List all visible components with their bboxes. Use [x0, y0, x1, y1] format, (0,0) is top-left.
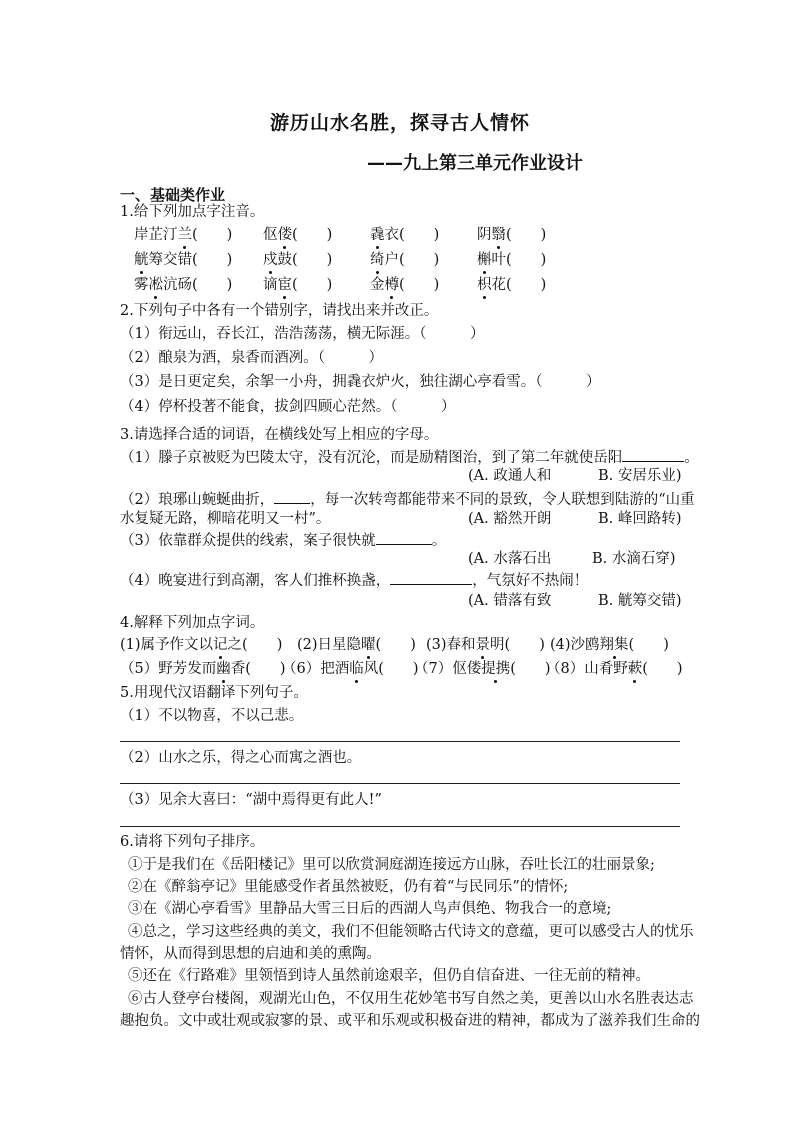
dotted-char: 幽	[216, 661, 231, 677]
dotted-char: 翔集	[599, 637, 629, 653]
answer-line[interactable]	[120, 826, 680, 827]
q5-prompt: 5.用现代汉语翻译下列句子。	[120, 685, 308, 701]
q3-option: B. 峰回路转)	[598, 511, 682, 527]
answer-blank[interactable]	[390, 570, 472, 585]
dotted-char: 绮	[370, 252, 385, 268]
q1-item: 伛偻( )	[263, 227, 333, 243]
q6-line: ③在《湖心亭看雪》里静品大雪三日后的西湖人鸟声俱绝、物我合一的意境;	[128, 901, 612, 917]
q4-item: (1)属予作文以记之( )	[120, 637, 283, 653]
answer-line[interactable]	[120, 783, 680, 784]
q3-sentence-2-cont: 水复疑无路，柳暗花明又一村”。	[120, 511, 331, 527]
document-subtitle: ——九上第三单元作业设计	[367, 153, 583, 174]
q2-prompt: 2.下列句子中各有一个错别字，请找出来并改正。	[120, 303, 439, 319]
q6-line: 趣抱负。文中或壮观或寂寥的景、或平和乐观或积极奋进的精神，都成为了滋养我们生命的	[120, 1013, 700, 1029]
q1-item: 岸芷汀兰( )	[134, 227, 233, 243]
q6-prompt: 6.请将下列句子排序。	[120, 834, 265, 850]
dotted-char: 觥	[134, 252, 149, 268]
dotted-char: 蔌	[627, 661, 643, 677]
q1-item: 枳花( )	[477, 277, 547, 293]
answer-blank[interactable]	[376, 530, 432, 545]
dotted-char: 凇	[148, 277, 163, 293]
q4-item: （7）伛偻提携( )	[414, 661, 551, 677]
dotted-char: 景	[475, 637, 491, 653]
q1-item: 阴翳( )	[477, 227, 547, 243]
q2-line: （1）衔远山，吞长江，浩浩荡荡，横无际涯。（ ）	[120, 326, 485, 342]
q6-line: 情怀，从而得到思想的启迪和美的熏陶。	[120, 946, 381, 962]
section-heading-basic: 一、基础类作业	[120, 186, 226, 204]
dotted-char: 宦	[277, 277, 292, 293]
q4-item: (2)日星隐曜( )	[297, 637, 416, 653]
q3-option: (A. 政通人和	[468, 468, 552, 484]
answer-blank[interactable]	[274, 489, 310, 504]
q1-item: 觥筹交错( )	[134, 252, 233, 268]
q2-line: （3）是日更定矣，余挐一小舟，拥毳衣炉火，独往湖心亭看雪。（ ）	[120, 374, 601, 390]
dotted-char: 枳	[477, 277, 492, 293]
dotted-char: 戍	[263, 252, 278, 268]
q1-item: 谪宦( )	[263, 277, 333, 293]
q4-prompt: 4.解释下列加点字词。	[120, 615, 265, 631]
q5-line: （3）见余大喜曰：“湖中焉得更有此人!”	[120, 792, 382, 808]
q5-line: （2）山水之乐，得之心而寓之酒也。	[120, 750, 362, 766]
dotted-char: 槲	[477, 252, 492, 268]
q1-item: 金樽( )	[370, 277, 440, 293]
q2-line: （2）酿泉为酒，泉香而酒冽。（ ）	[120, 350, 383, 366]
q6-line: ⑤还在《行路难》里领悟到诗人虽然前途艰辛，但仍自信奋进、一往无前的精神。	[128, 968, 650, 984]
dotted-char: 提携	[481, 661, 511, 677]
q3-prompt: 3.请选择合适的词语，在横线处写上相应的字母。	[120, 427, 439, 443]
answer-blank[interactable]	[622, 447, 684, 462]
q6-line: ②在《醉翁亭记》里能感受作者虽然被贬，仍有着“与民同乐”的情怀;	[128, 879, 569, 895]
q3-sentence-4: （4）晚宴进行到高潮，客人们推杯换盏， ，气氛好不热闹！	[120, 570, 588, 591]
q4-item: （6）把酒临风( )	[282, 661, 419, 677]
dotted-char: 记	[213, 637, 228, 653]
q4-item: （5）野芳发而幽香( )	[120, 661, 286, 677]
q3-option: (A. 错落有致	[468, 593, 552, 609]
q3-sentence-3: （3）依靠群众提供的线索，案子很快就 。	[120, 530, 446, 551]
dotted-char: 临	[349, 661, 364, 677]
q1-item: 毳衣( )	[370, 227, 440, 243]
dotted-char: 兰	[177, 227, 192, 243]
answer-line[interactable]	[120, 741, 680, 742]
q3-option: B. 安居乐业)	[598, 468, 682, 484]
q6-line: ①于是我们在《岳阳楼记》里可以欣赏洞庭湖连接远方山脉，吞吐长江的壮丽景象;	[128, 857, 655, 873]
q5-line: （1）不以物喜，不以己悲。	[120, 708, 304, 724]
dotted-char: 翳	[491, 227, 506, 243]
q1-item: 雾凇沆砀( )	[134, 277, 233, 293]
q4-item: (4)沙鸥翔集( )	[550, 637, 669, 653]
q3-option: (A. 水落石出	[468, 551, 552, 567]
q2-line: （4）停杯投著不能食，拔剑四顾心茫然。（ ）	[120, 399, 456, 415]
q3-sentence-1: （1）滕子京被贬为巴陵太守，没有沉沦，而是励精图治，到了第二年就使岳阳 。	[120, 447, 699, 468]
q6-line: ⑥古人登亭台楼阁，观湖光山色，不仅用生花妙笔书写自然之美，更善以山水名胜表达志	[128, 991, 694, 1007]
q1-item: 绮户( )	[370, 252, 440, 268]
q1-item: 槲叶( )	[477, 252, 547, 268]
q3-sentence-2: （2）琅琊山蜿蜒曲折， ，每一次转弯都能带来不同的景致，令人联想到陆游的“山重	[120, 489, 695, 510]
dotted-char: 樽	[384, 277, 399, 293]
dotted-char: 曜	[361, 637, 376, 653]
dotted-char: 偻	[277, 227, 292, 243]
q6-line: ④总之，学习这些经典的美文，我们不但能领略古代诗文的意蕴，更可以感受古人的忧乐	[128, 924, 694, 940]
dotted-char: 毳	[370, 227, 385, 243]
q4-item: (3)春和景明( )	[426, 637, 545, 653]
q3-option: B. 水滴石穿)	[592, 551, 676, 567]
document-title: 游历山水名胜，探寻古人情怀	[269, 112, 530, 134]
q1-item: 戍鼓( )	[263, 252, 333, 268]
q4-item: （8）山肴野蔌( )	[546, 661, 683, 677]
q3-option: B. 觥筹交错)	[598, 593, 682, 609]
q1-prompt: 1.给下列加点字注音。	[120, 204, 265, 220]
q3-option: (A. 豁然开朗	[468, 511, 552, 527]
